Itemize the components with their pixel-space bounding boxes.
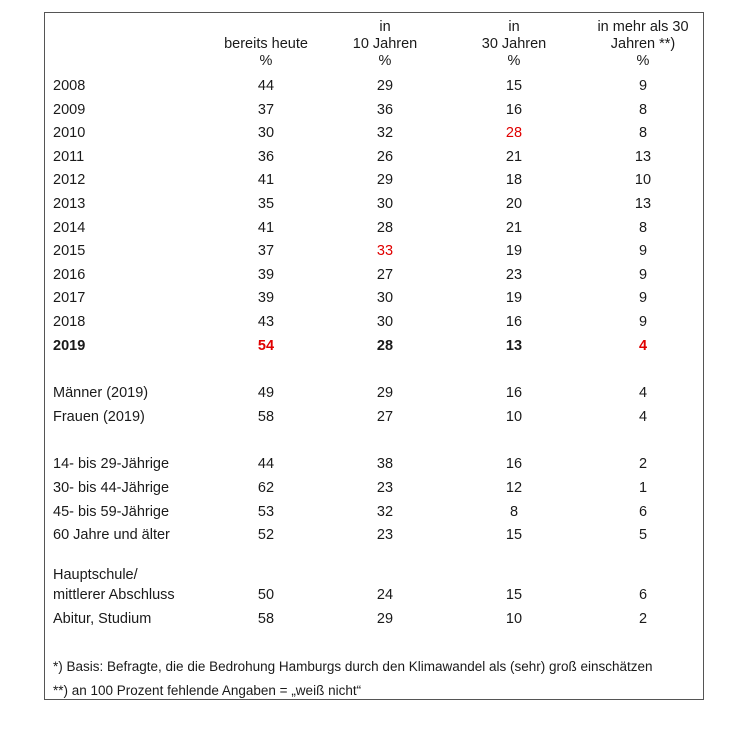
row-value: 6 [638,587,648,603]
row-value: 16 [505,102,523,118]
row-label: 2013 [53,196,86,212]
row-label: mittlerer Abschluss [53,587,175,603]
row-label: 14- bis 29-Jährige [53,456,170,472]
header-col3-unit: % [507,53,521,69]
row-value: 44 [257,456,275,472]
header-col4-unit: % [636,53,650,69]
header-col3-line2: 30 Jahren [481,36,547,52]
row-value: 49 [257,385,275,401]
row-label: Frauen (2019) [53,409,145,425]
row-value: 9 [638,314,648,330]
row-label: 2016 [53,267,86,283]
row-value: 15 [505,527,523,543]
row-value: 62 [257,480,275,496]
row-label: Abitur, Studium [53,611,152,627]
row-value: 30 [376,196,394,212]
row-value: 28 [505,125,523,141]
footnote-2: **) an 100 Prozent fehlende Angaben = „weiß nicht“ [53,683,362,698]
row-value: 30 [257,125,275,141]
header-col3-line1: in [508,19,520,35]
row-value: 41 [257,172,275,188]
row-value: 27 [376,267,394,283]
row-label: Hauptschule/ [53,567,138,583]
row-value: 52 [257,527,275,543]
row-value: 32 [376,504,394,520]
row-value: 2 [638,611,648,627]
row-value: 32 [376,125,394,141]
row-value: 27 [376,409,394,425]
row-value: 37 [257,102,275,118]
row-value: 54 [257,338,275,354]
row-value: 19 [505,290,523,306]
row-value: 15 [505,78,523,94]
row-value: 16 [505,314,523,330]
row-value: 16 [505,456,523,472]
row-value: 23 [376,480,394,496]
row-value: 13 [634,196,652,212]
row-value: 5 [638,527,648,543]
row-value: 10 [505,409,523,425]
row-value: 9 [638,243,648,259]
row-value: 23 [376,527,394,543]
row-value: 28 [376,338,394,354]
row-value: 29 [376,385,394,401]
header-col2-line1: in [379,19,391,35]
row-label: Männer (2019) [53,385,149,401]
row-label: 2011 [53,149,85,165]
header-col2-line2: 10 Jahren [352,36,418,52]
row-value: 26 [376,149,394,165]
row-value: 37 [257,243,275,259]
row-value: 29 [376,172,394,188]
row-value: 9 [638,78,648,94]
row-label: 45- bis 59-Jährige [53,504,170,520]
row-value: 43 [257,314,275,330]
header-col1-line2: bereits heute [224,36,308,52]
row-value: 29 [376,78,394,94]
row-value: 24 [376,587,394,603]
row-label: 2009 [53,102,86,118]
row-value: 58 [257,409,275,425]
row-value: 9 [638,290,648,306]
footnote-1: *) Basis: Befragte, die die Bedrohung Hamburgs durch den Klimawandel als (sehr) groß einschätzen [53,659,653,674]
row-label: 2008 [53,78,86,94]
row-value: 21 [505,220,523,236]
header-col3 [464,19,564,70]
row-value: 8 [638,102,648,118]
row-label: 2017 [53,290,86,306]
row-value: 36 [376,102,394,118]
header-col1 [216,36,316,70]
row-value: 16 [505,385,523,401]
row-value: 33 [376,243,394,259]
row-value: 9 [638,267,648,283]
row-value: 4 [638,385,648,401]
row-value: 10 [634,172,652,188]
row-label: 2014 [53,220,86,236]
header-col4 [583,19,703,70]
row-value: 12 [505,480,523,496]
header-col4-line2: Jahren **) [610,36,676,52]
row-value: 28 [376,220,394,236]
row-label: 2019 [53,338,86,354]
row-value: 8 [509,504,519,520]
row-label: 60 Jahre und älter [53,527,170,543]
header-col2 [335,19,435,70]
row-value: 39 [257,267,275,283]
row-label: 30- bis 44-Jährige [53,480,170,496]
row-value: 35 [257,196,275,212]
row-value: 20 [505,196,523,212]
header-col1-unit: % [259,53,273,69]
row-value: 1 [638,480,648,496]
row-value: 39 [257,290,275,306]
row-value: 8 [638,125,648,141]
row-label: 2015 [53,243,86,259]
row-value: 50 [257,587,275,603]
row-label: 2010 [53,125,86,141]
row-value: 30 [376,314,394,330]
row-value: 23 [505,267,523,283]
row-label: 2012 [53,172,86,188]
row-value: 21 [505,149,523,165]
header-col2-unit: % [378,53,392,69]
header-col4-line1: in mehr als 30 [597,19,689,35]
row-value: 10 [505,611,523,627]
row-value: 13 [634,149,652,165]
row-value: 6 [638,504,648,520]
row-value: 2 [638,456,648,472]
row-value: 30 [376,290,394,306]
row-value: 13 [505,338,523,354]
row-value: 41 [257,220,275,236]
row-value: 15 [505,587,523,603]
row-value: 58 [257,611,275,627]
row-value: 4 [638,338,648,354]
row-value: 4 [638,409,648,425]
row-value: 29 [376,611,394,627]
row-value: 36 [257,149,275,165]
row-value: 18 [505,172,523,188]
row-value: 44 [257,78,275,94]
row-label: 2018 [53,314,86,330]
row-value: 38 [376,456,394,472]
row-value: 8 [638,220,648,236]
row-value: 53 [257,504,275,520]
row-value: 19 [505,243,523,259]
